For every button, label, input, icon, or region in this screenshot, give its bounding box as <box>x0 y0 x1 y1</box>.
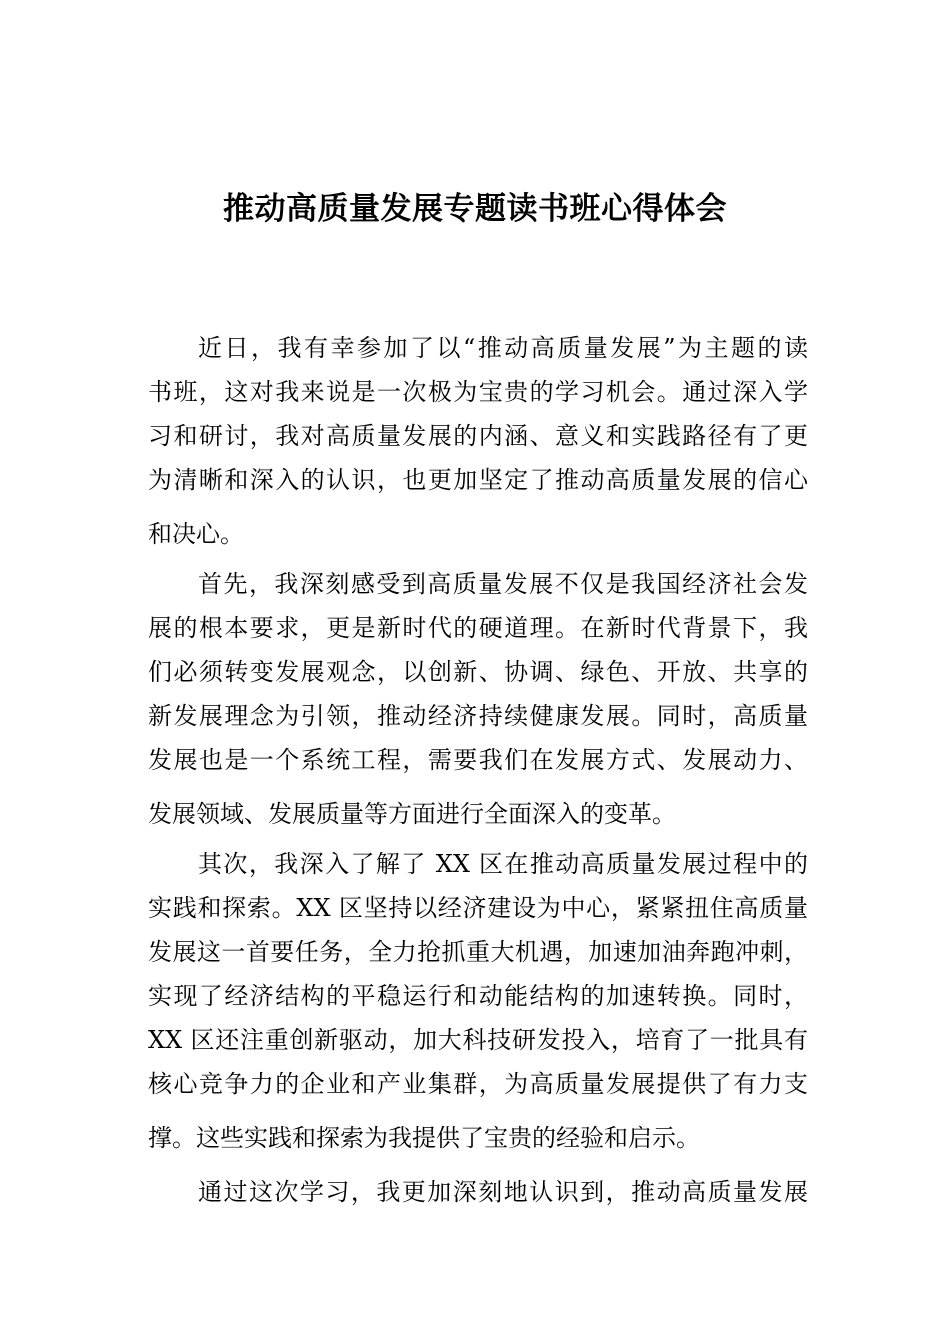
paragraph-2-line-1: 首先，我深刻感受到高质量发展不仅是我国经济社会发 <box>198 570 808 598</box>
paragraph-4-line-1: 通过这次学习，我更加深刻地认识到，推动高质量发展 <box>198 1178 808 1206</box>
paragraph-2-line-2: 展的根本要求，更是新时代的硬道理。在新时代背景下，我 <box>148 614 808 642</box>
paragraph-1-line-2: 书班，这对我来说是一次极为宝贵的学习机会。通过深入学 <box>148 378 808 406</box>
paragraph-3-line-7: 撑。这些实践和探索为我提供了宝贵的经验和启示。 <box>148 1124 700 1152</box>
paragraph-1-line-4: 为清晰和深入的认识，也更加坚定了推动高质量发展的信心 <box>148 466 808 494</box>
paragraph-1-line-5: 和决心。 <box>148 520 244 548</box>
paragraph-1-line-3: 习和研讨，我对高质量发展的内涵、意义和实践路径有了更 <box>148 422 808 450</box>
paragraph-2-line-3: 们必须转变发展观念，以创新、协调、绿色、开放、共享的 <box>148 658 808 686</box>
paragraph-3-line-6: 核心竞争力的企业和产业集群，为高质量发展提供了有力支 <box>148 1070 808 1098</box>
paragraph-1-line-1: 近日，我有幸参加了以“推动高质量发展”为主题的读 <box>198 334 808 362</box>
paragraph-3-line-5: XX 区还注重创新驱动，加大科技研发投入，培育了一批具有 <box>148 1026 808 1054</box>
paragraph-2-line-5: 发展也是一个系统工程，需要我们在发展方式、发展动力、 <box>148 746 808 774</box>
document-title: 推动高质量发展专题读书班心得体会 <box>223 191 727 227</box>
paragraph-3-line-1: 其次，我深入了解了 XX 区在推动高质量发展过程中的 <box>198 850 808 878</box>
paragraph-3-line-2: 实践和探索。XX 区坚持以经济建设为中心，紧紧扭住高质量 <box>148 894 808 922</box>
paragraph-2-line-6: 发展领域、发展质量等方面进行全面深入的变革。 <box>148 800 676 828</box>
paragraph-3-line-4: 实现了经济结构的平稳运行和动能结构的加速转换。同时， <box>148 982 808 1010</box>
paragraph-3-line-3: 发展这一首要任务，全力抢抓重大机遇，加速加油奔跑冲刺， <box>148 938 808 966</box>
paragraph-2-line-4: 新发展理念为引领，推动经济持续健康发展。同时，高质量 <box>148 702 808 730</box>
